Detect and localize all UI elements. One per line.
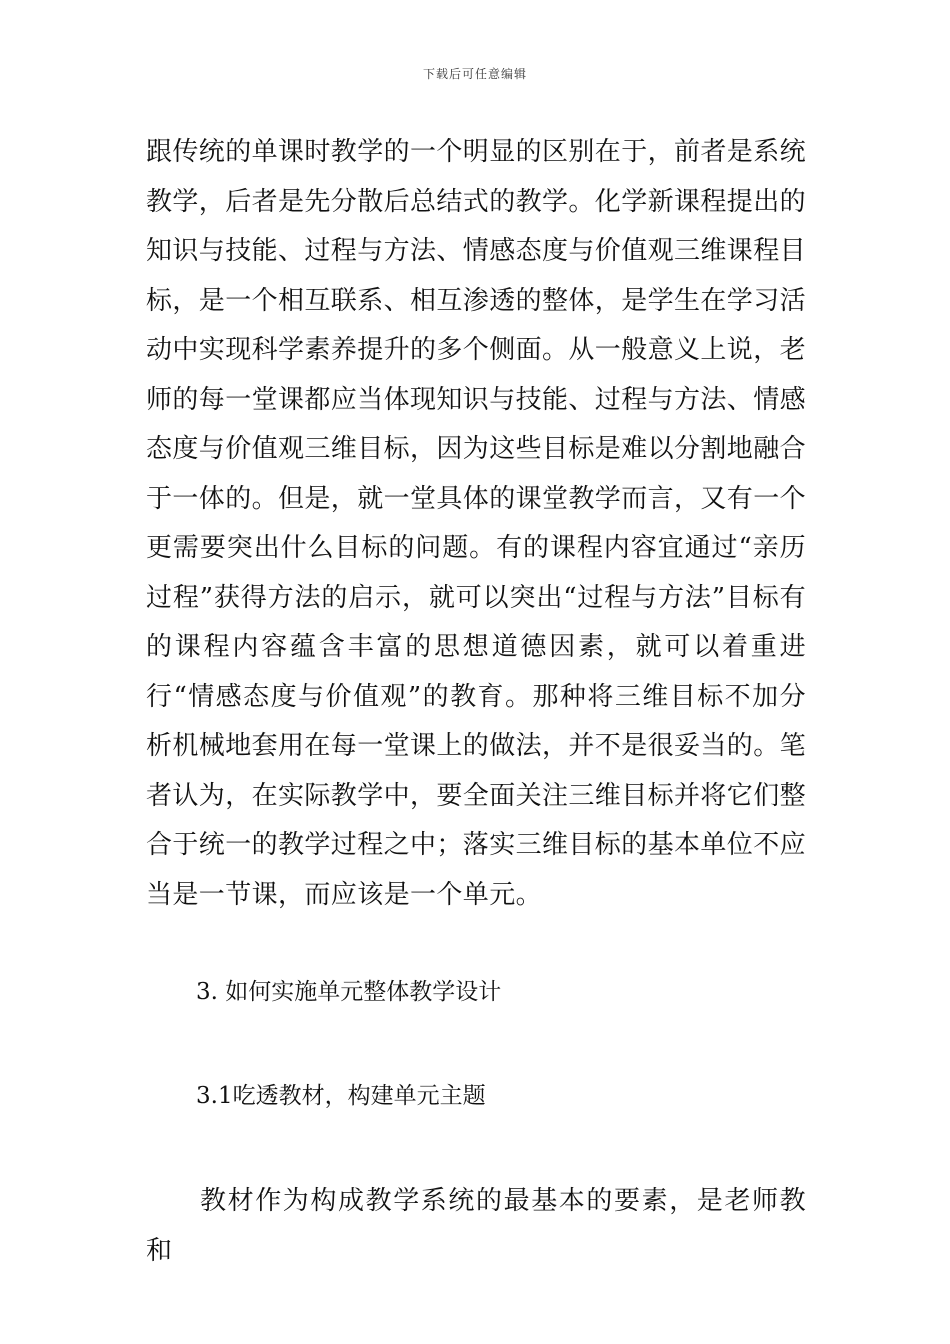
body-paragraph-continued: 教材作为构成教学系统的最基本的要素，是老师教和 — [146, 1186, 806, 1266]
document-body — [146, 128, 806, 1276]
spacer — [146, 920, 806, 968]
page-header: 下载后可任意编辑 — [422, 67, 527, 81]
body-paragraph: 跟传统的单课时教学的一个明显的区别在于，前者是系统教学，后者是先分散后总结式的教学。化学新课程提出的知识与技能、过程与方法、情感态度与价值观三维课程目标，是一个相互联系、相互渗透的整体，是学生在学习活动中实现科学素养提升的多个侧面。从一般意义上说，老师的每一堂课都应当体现知识与技能、过程与方法、情感态度与价值观三维目标，因为这些目标是难以分割地融合于一体的。但是，就一堂具体的课堂教学而言，又有一个更需要突出什么目标的问题。有的课程内容宜通过“亲历过程”获得方法的启示，就可以突出“过程与方法”目标有的课程内容蕴含丰富的思想道德因素，就可以着重进行“情感态度与价值观”的教育。那种将三维目标不加分析机械地套用在每一堂课上的做法，并不是很妥当的。笔者认为，在实际教学中，要全面关注三维目标并将它们整合于统一的教学过程之中；落实三维目标的基本单位不应当是一节课，而应该是一个单元。 — [146, 137, 807, 910]
section-heading: 3. 如何实施单元整体教学设计 — [196, 979, 502, 1005]
subsection-heading: 3.1吃透教材，构建单元主题 — [196, 1082, 486, 1109]
spacer — [146, 1121, 806, 1177]
spacer — [146, 1018, 806, 1072]
